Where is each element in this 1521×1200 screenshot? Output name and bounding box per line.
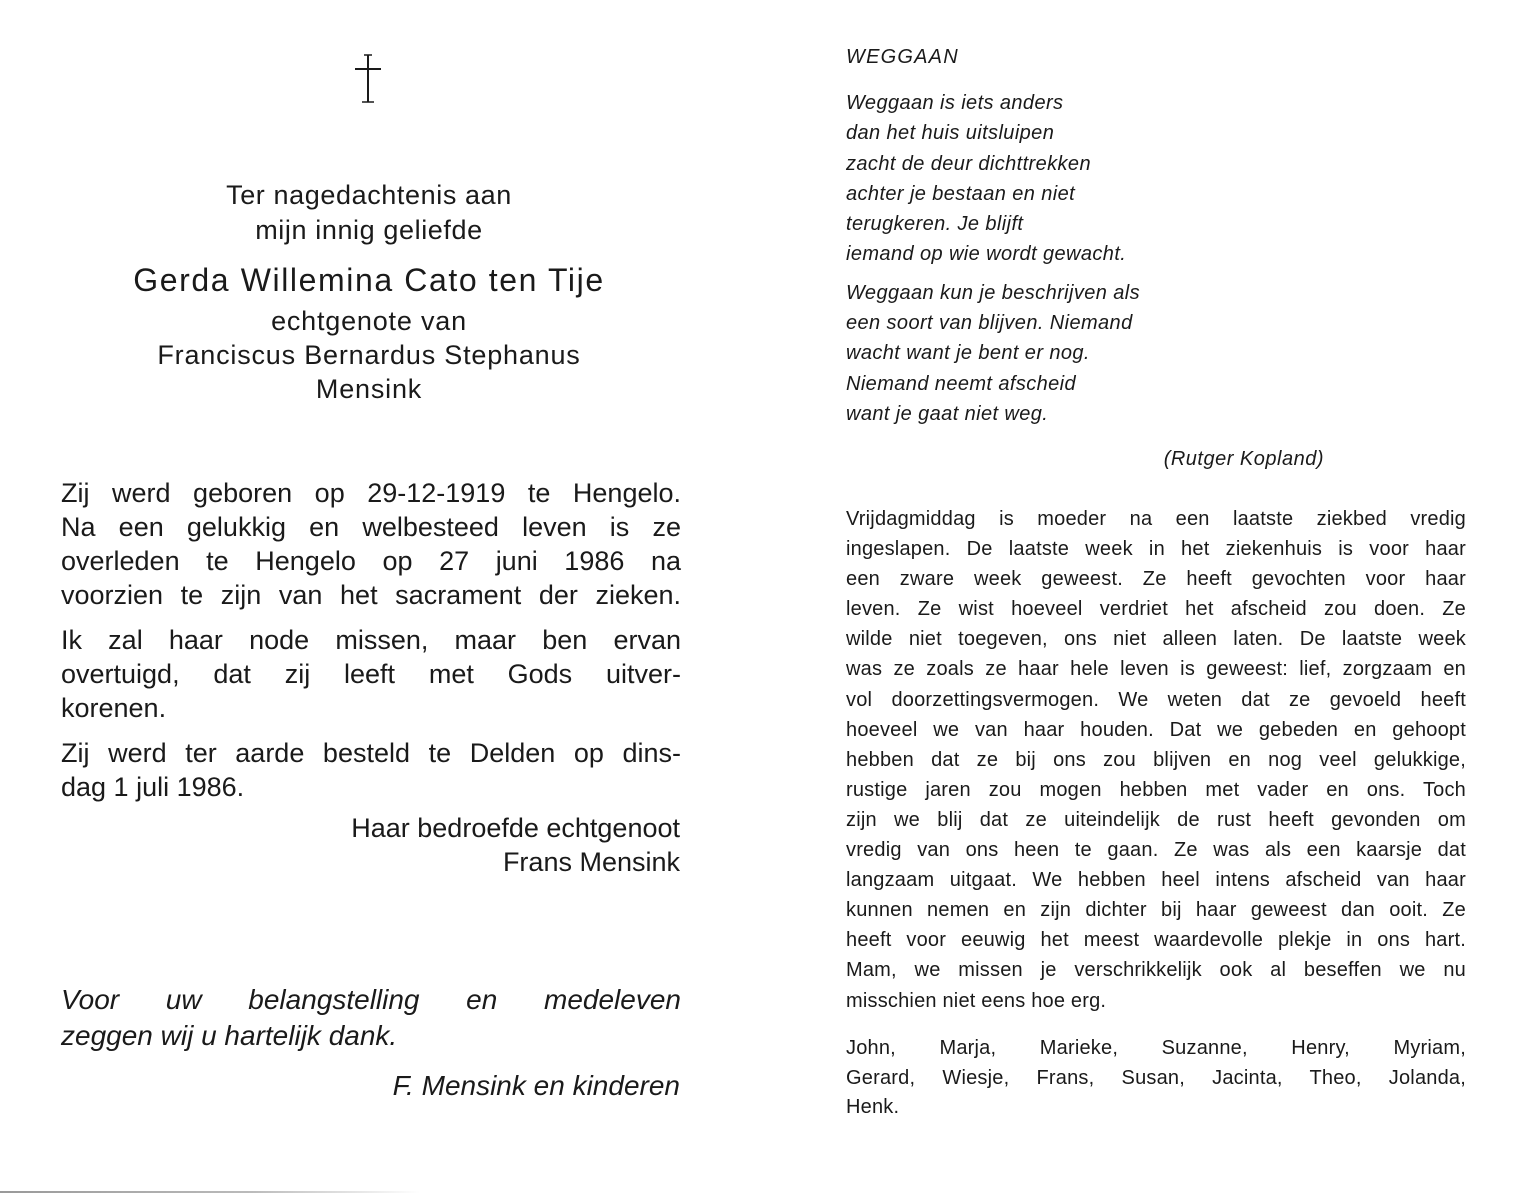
message-line: misschien niet eens hoe erg. <box>846 989 1107 1012</box>
poem-line: wacht want je bent er nog. <box>846 342 1090 365</box>
children-line: Henk. <box>846 1096 900 1118</box>
message-line: een zware week geweest. Ze heeft gevochten voor haar <box>846 568 1466 591</box>
message-line: vol doorzettingsvermogen. We weten dat ze gevoeld heeft <box>846 688 1466 711</box>
memorial-intro <box>58 178 680 248</box>
biography <box>61 476 681 815</box>
family-signature: F. Mensink en kinderen <box>392 1070 680 1101</box>
thanks-note <box>61 982 681 1054</box>
spouse-intro: echtgenote van <box>271 306 467 336</box>
bio-line: voorzien te zijn van het sacrament der zieken. <box>61 580 681 610</box>
poem-line: iemand op wie wordt gewacht. <box>846 243 1127 266</box>
intro-line: mijn innig geliefde <box>255 215 483 245</box>
message-line: wilde niet toegeven, ons niet alleen laten. De laatste week <box>846 628 1466 651</box>
deceased-name: Gerda Willemina Cato ten Tije <box>133 262 605 298</box>
children-names <box>846 1034 1466 1123</box>
scan-edge-line <box>0 1191 420 1193</box>
message-line: zijn we blij dat ze uiteindelijk de rust heeft gevonden om <box>846 808 1466 831</box>
message-line: kunnen nemen en zijn dichter bij haar geweest dan ooit. Ze <box>846 899 1466 922</box>
signature-line: Haar bedroefde echtgenoot <box>351 813 680 843</box>
bio-paragraph <box>61 736 681 804</box>
message-line: leven. Ze wist hoeveel verdriet het afscheid zou doen. Ze <box>846 598 1466 621</box>
children-line: Gerard, Wiesje, Frans, Susan, Jacinta, Theo, Jolanda, <box>846 1066 1466 1089</box>
thanks-line: Voor uw belangstelling en medeleven <box>61 984 681 1015</box>
poem-title: WEGGAAN <box>846 46 959 68</box>
bio-paragraph <box>61 623 681 725</box>
poem-stanza <box>846 278 1466 429</box>
poem-author: (Rutger Kopland) <box>1163 448 1324 470</box>
message-line: rustige jaren zou mogen hebben met vader en ons. Toch <box>846 778 1466 801</box>
thanks-line: zeggen wij u hartelijk dank. <box>61 1020 398 1051</box>
poem-line: want je gaat niet weg. <box>846 402 1049 425</box>
message-line: Mam, we missen je verschrikkelijk ook al beseffen we nu <box>846 959 1466 982</box>
message-line: was ze zoals ze haar hele leven is geweest: lief, zorgzaam en <box>846 658 1466 681</box>
poem-line: achter je bestaan en niet <box>846 182 1076 205</box>
spouse-block <box>58 304 680 406</box>
message-line: heeft voor eeuwig het meest waardevolle plekje in ons hart. <box>846 929 1466 952</box>
message-line: ingeslapen. De laatste week in het ziekenhuis is voor haar <box>846 538 1466 561</box>
bio-paragraph <box>61 476 681 612</box>
bio-line: korenen. <box>61 693 167 723</box>
bio-line: Ik zal haar node missen, maar ben ervan <box>61 625 681 655</box>
message-line: vredig van ons heen te gaan. Ze was als een kaarsje dat <box>846 839 1466 862</box>
poem-line: zacht de deur dichttrekken <box>846 152 1091 175</box>
poem-line: terugkeren. Je blijft <box>846 213 1024 236</box>
bio-line: overtuigd, dat zij leeft met Gods uitver- <box>61 659 681 689</box>
signature-line: Frans Mensink <box>502 847 680 877</box>
intro-line: Ter nagedachtenis aan <box>226 180 512 210</box>
family-message <box>846 504 1466 1016</box>
poem-stanza <box>846 88 1466 270</box>
bio-line: overleden te Hengelo op 27 juni 1986 na <box>61 546 681 576</box>
spouse-signature <box>58 811 680 879</box>
children-line: John, Marja, Marieke, Suzanne, Henry, Myriam, <box>846 1037 1466 1059</box>
bio-line: dag 1 juli 1986. <box>61 772 245 802</box>
poem-line: Niemand neemt afscheid <box>846 372 1077 395</box>
poem-line: een soort van blijven. Niemand <box>846 312 1133 335</box>
poem-line: Weggaan kun je beschrijven als <box>846 281 1141 304</box>
message-line: Vrijdagmiddag is moeder na een laatste ziekbed vredig <box>846 508 1466 530</box>
spouse-name-line: Franciscus Bernardus Stephanus <box>157 340 581 370</box>
cross-icon <box>350 52 386 108</box>
message-line: langzaam uitgaat. We hebben heel intens afscheid van haar <box>846 869 1466 892</box>
spouse-name-line: Mensink <box>315 374 423 404</box>
poem-line: Weggaan is iets anders <box>846 92 1064 114</box>
poem-line: dan het huis uitsluipen <box>846 122 1055 145</box>
poem <box>846 88 1466 437</box>
bio-line: Zij werd geboren op 29-12-1919 te Hengelo. <box>61 478 681 508</box>
bio-line: Na een gelukkig en welbesteed leven is ze <box>61 512 681 542</box>
bio-line: Zij werd ter aarde besteld te Delden op dins- <box>61 738 681 768</box>
message-line: hoeveel we van haar houden. Dat we gebeden en gehoopt <box>846 718 1466 741</box>
message-line: hebben dat ze bij ons zou blijven en nog veel gelukkige, <box>846 748 1466 771</box>
